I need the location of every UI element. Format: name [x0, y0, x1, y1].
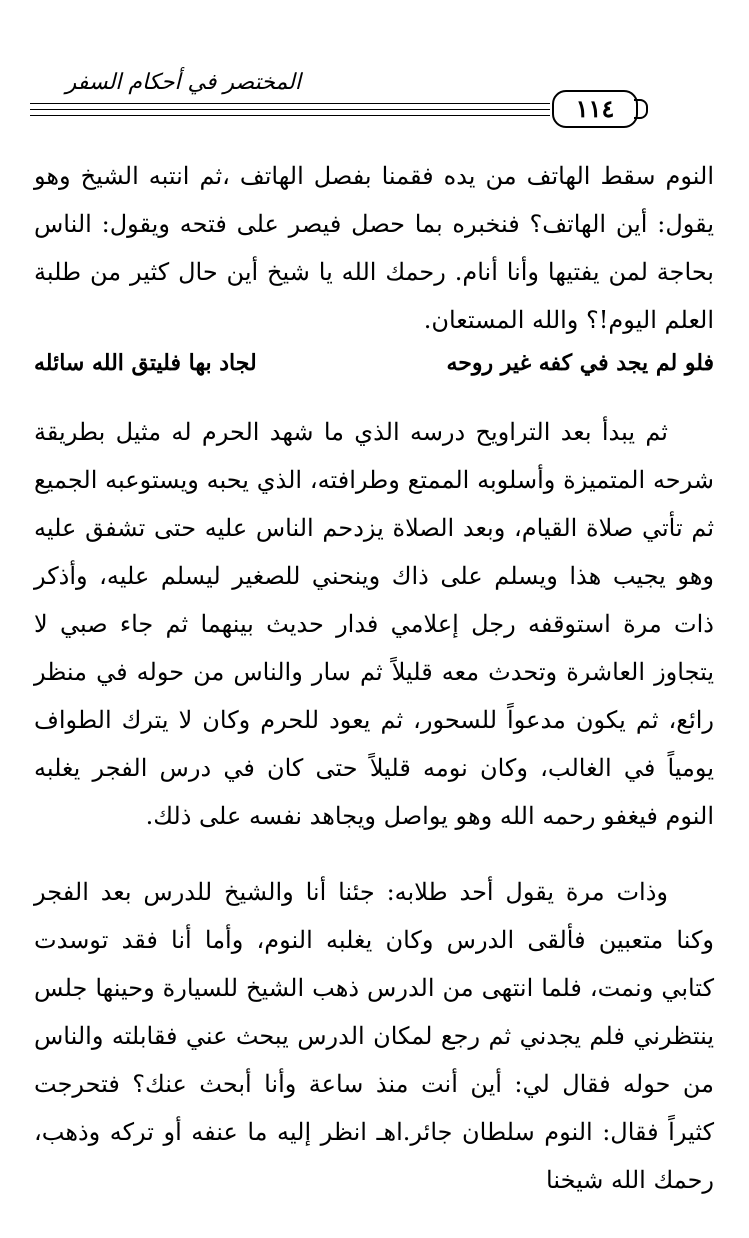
header-rule-bottom: [30, 115, 550, 116]
paragraph-3: وذات مرة يقول أحد طلابه: جئنا أنا والشيخ للدرس بعد الفجر وكنا متعبين فألقى الدرس وكان يغلبه النوم، وأما أنا فقد توسدت كتابي ونمت، فلما انتهى من الدرس ذهب الشيخ للسيارة وحينها جلس ينتظرني فلم يجدني ثم رجع لمكان الدرس يبحث عني فقابلته والناس من حوله فقال لي: أين أنت منذ ساعة وأنا أبحث عنك؟ فتحرجت كثيراً فقال: النوم سلطان جائر.اهـ انظر إليه ما عنفه أو تركه وذهب، رحمك الله شيخنا: [34, 878, 714, 1194]
poetry-verse: [34, 345, 714, 381]
header-rule-middle: [30, 109, 550, 110]
page-number: ١١٤: [552, 90, 638, 128]
verse-second-hemistich: لجاد بها فليتق الله سائله: [34, 350, 257, 376]
paragraph-1: النوم سقط الهاتف من يده فقمنا بفصل الهاتف ،ثم انتبه الشيخ وهو يقول: أين الهاتف؟ فنخبره بما حصل فيصر على فتحه ويقول: الناس بحاجة لمن يفتيها وأنا أنام. رحمك الله يا شيخ أين حال كثير من طلبة العلم اليوم!؟ والله المستعان.: [34, 162, 714, 334]
verse-first-hemistich: فلو لم يجد في كفه غير روحه: [446, 350, 714, 376]
paragraph-2: ثم يبدأ بعد التراويح درسه الذي ما شهد الحرم له مثيل بطريقة شرحه المتميزة وأسلوبه الممتع وطرافته، الذي يحبه ويستوعبه الجميع ثم تأتي صلاة القيام، وبعد الصلاة يزدحم الناس عليه حتى تشفق عليه وهو يجيب هذا ويسلم على ذاك وينحني للصغير ليسلم عليه، وأذكر ذات مرة استوقفه رجل إعلامي فدار حديث بينهما ثم جاء صبي لا يتجاوز العاشرة وتحدث معه قليلاً ثم سار والناس من حوله في منظر رائع، ثم يكون مدعواً للسحور، ثم يعود للحرم وكان لا يترك الطواف يومياً في الغالب، وكان نومه قليلاً حتى كان في درس الفجر يغلبه النوم فيغفو رحمه الله وهو يواصل ويجاهد نفسه على ذلك.: [34, 418, 715, 830]
running-header-title: المختصر في أحكام السفر: [65, 70, 301, 95]
header-rule-top: [30, 103, 550, 104]
